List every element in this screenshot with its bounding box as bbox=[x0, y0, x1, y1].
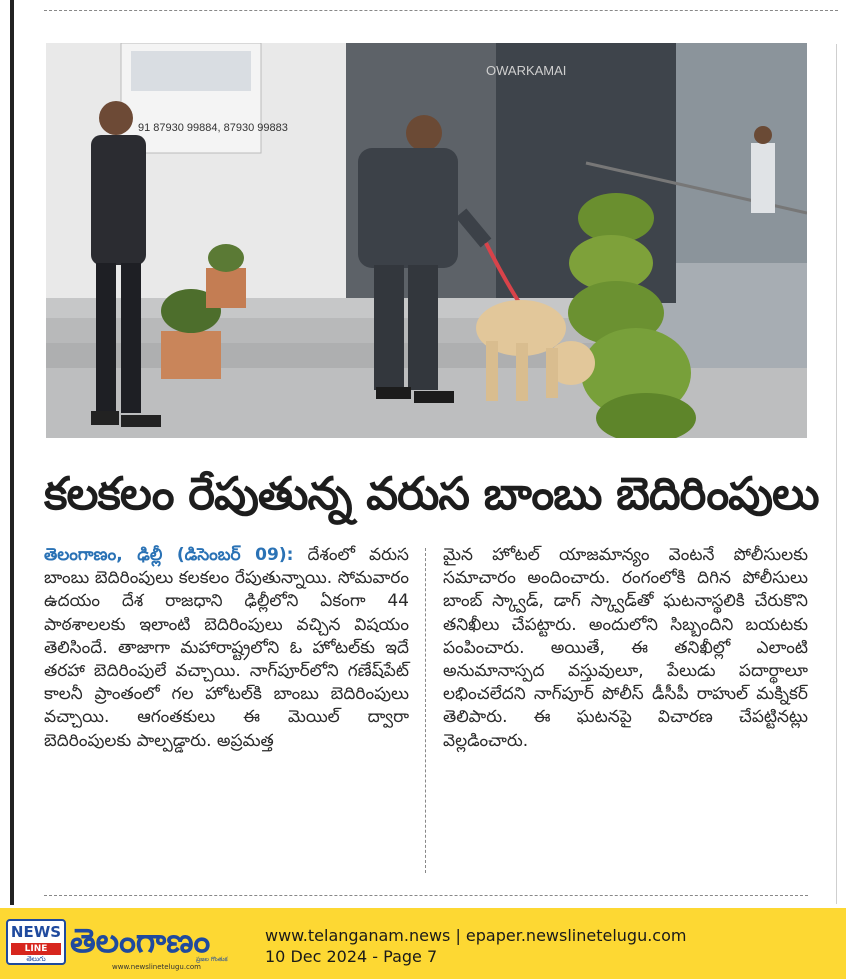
logo-sub-text: తెలుగు bbox=[26, 955, 46, 963]
footer-date-page: 10 Dec 2024 - Page 7 bbox=[265, 947, 438, 966]
footer-banner bbox=[0, 908, 846, 979]
column-divider bbox=[425, 548, 426, 873]
newsline-logo bbox=[6, 919, 66, 965]
brand-name: తెలంగాణం bbox=[70, 921, 211, 960]
logo-line-text: LINE bbox=[11, 943, 61, 955]
article-left-column bbox=[44, 544, 409, 753]
bottom-divider bbox=[44, 895, 808, 896]
brand-tagline: ప్రజల గొంతుక bbox=[196, 956, 228, 963]
article-right-column bbox=[443, 544, 808, 753]
page-left-rule bbox=[10, 0, 14, 905]
page-right-rule bbox=[836, 44, 837, 904]
hotel-sign-text: OWARKAMAI bbox=[486, 63, 567, 78]
top-divider bbox=[44, 10, 838, 11]
left-column-text: దేశంలో వరుస బాంబు బెదిరింపులు కలకలం రేపుతున్నాయి. సోమవారం ఉదయం దేశ రాజధాని ఢిల్లీలోని ఏకంగా 44 పాఠశాలలకు ఇలాంటి బెదిరింపులు వచ్చిన విషయం తెలిసిందే. తాజాగా మహారాష్ట్రలోని ఓ హోటల్‌కు ఇదే తరహా బెదిరింపులే వచ్చాయి. నాగ్‌పూర్‌లోని గణేష్‌పేట్ కాలనీ ప్రాంతంలో గల హోటల్‌కి బాంబు బెదిరింపులు వచ్చాయి. ఆగంతకులు ఈ మెయిల్ ద్వారా బెదిరింపులకు పాల్పడ్డారు. అప్రమత్త bbox=[44, 545, 409, 751]
dateline: తెలంగాణం, ఢిల్లీ (డిసెంబర్ 09): bbox=[44, 545, 294, 565]
headline: కలకలం రేపుతున్న వరుస బాంబు బెదిరింపులు bbox=[44, 467, 819, 520]
sign-phone-text: 91 87930 99884, 87930 99883 bbox=[138, 122, 288, 134]
brand-url: www.newslinetelugu.com bbox=[112, 963, 201, 971]
logo-news-text: NEWS bbox=[10, 923, 62, 941]
footer-urls[interactable]: www.telanganam.news | epaper.newslinetelugu.com bbox=[265, 926, 687, 945]
right-column-text: మైన హోటల్ యాజమాన్యం వెంటనే పోలీసులకు సమాచారం అందించారు. రంగంలోకి దిగిన పోలీసులు బాంబ్ స్క్వాడ్, డాగ్ స్క్వాడ్‌తో ఘటనాస్థలికి చేరుకొని తనిఖీలు చేపట్టారు. అందులోని సిబ్బందిని బయటకు పంపించారు. అయితే, ఈ తనిఖీల్లో ఎలాంటి అనుమానాస్పద వస్తువులూ, పేలుడు పదార్థాలూ లభించలేదని నాగ్‌పూర్ పోలీస్ డీసీపీ రాహుల్ మక్నికర్ తెలిపారు. ఈ ఘటనపై విచారణ చేపట్టినట్లు వెల్లడించారు. bbox=[443, 545, 808, 751]
news-photo bbox=[46, 43, 807, 438]
